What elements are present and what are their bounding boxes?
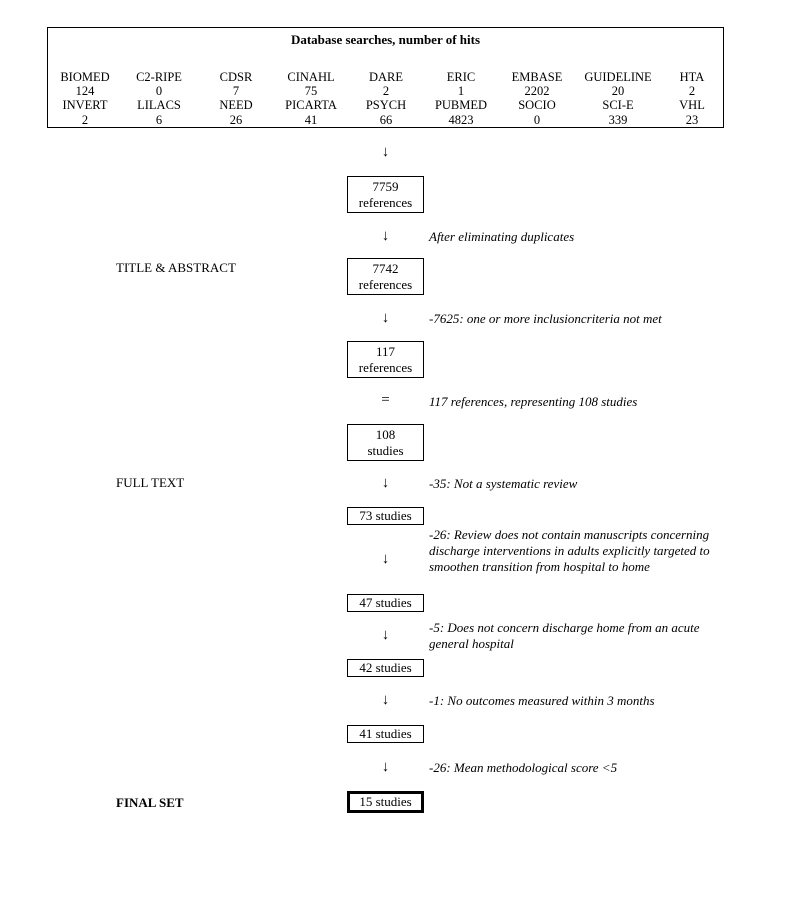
db-count: 7 xyxy=(232,84,240,98)
db-name: PICARTA xyxy=(285,98,337,112)
db-count: 26 xyxy=(229,113,243,127)
db-count: 0 xyxy=(533,113,541,127)
down-arrow-icon: ↓ xyxy=(381,551,390,567)
flow-box-117 xyxy=(347,341,424,378)
box-count: 7759 xyxy=(372,179,399,194)
down-arrow-icon: ↓ xyxy=(381,475,390,491)
db-count: 41 xyxy=(304,113,318,127)
db-count: 75 xyxy=(304,84,318,98)
db-name: C2-RIPE xyxy=(136,70,182,84)
note-references-studies: 117 references, representing 108 studies xyxy=(429,394,638,409)
db-name: BIOMED xyxy=(60,70,110,84)
db-count: 20 xyxy=(611,84,625,98)
db-count: 2202 xyxy=(524,84,550,98)
db-name: NEED xyxy=(219,98,253,112)
note-no-outcomes: -1: No outcomes measured within 3 months xyxy=(429,693,655,708)
note-no-manuscripts: -26: Review does not contain manuscripts concerning discharge interventions in adults explicitly targeted to smoothen transition from hospital to home xyxy=(429,527,710,574)
box-unit: studies xyxy=(367,443,404,458)
db-count: 66 xyxy=(379,113,393,127)
db-name: EMBASE xyxy=(511,70,563,84)
db-name: ERIC xyxy=(446,70,476,84)
flow-box-7759 xyxy=(347,176,424,213)
db-name: DARE xyxy=(368,70,404,84)
db-count: 1 xyxy=(457,84,465,98)
db-count: 23 xyxy=(685,113,699,127)
stage-full-text: FULL TEXT xyxy=(116,475,185,490)
db-name: GUIDELINE xyxy=(584,70,652,84)
down-arrow-icon: ↓ xyxy=(381,310,390,326)
box-unit: references xyxy=(358,360,413,375)
db-count: 124 xyxy=(75,84,95,98)
db-count: 2 xyxy=(81,113,89,127)
flow-box-final-15: 15 studies xyxy=(347,791,424,813)
note-inclusion-criteria: -7625: one or more inclusioncriteria not met xyxy=(429,311,662,326)
equals-sign: = xyxy=(381,392,390,408)
db-count: 0 xyxy=(155,84,163,98)
db-count: 339 xyxy=(608,113,628,127)
box-count: 7742 xyxy=(372,261,399,276)
db-name: CINAHL xyxy=(287,70,335,84)
down-arrow-icon: ↓ xyxy=(381,228,390,244)
note-duplicates: After eliminating duplicates xyxy=(429,229,575,244)
flow-box-42: 42 studies xyxy=(347,659,424,677)
down-arrow-icon: ↓ xyxy=(381,759,390,775)
flow-box-47: 47 studies xyxy=(347,594,424,612)
db-name: CDSR xyxy=(219,70,253,84)
down-arrow-icon: ↓ xyxy=(381,144,390,160)
db-count: 4823 xyxy=(448,113,474,127)
db-count: 6 xyxy=(155,113,163,127)
db-name: SOCIO xyxy=(518,98,556,112)
box-count: 117 xyxy=(375,344,396,359)
flow-box-41: 41 studies xyxy=(347,725,424,743)
box-unit: references xyxy=(358,277,413,292)
flow-box-108 xyxy=(347,424,424,461)
box-unit: references xyxy=(358,195,413,210)
stage-title-abstract: TITLE & ABSTRACT xyxy=(116,260,236,275)
down-arrow-icon: ↓ xyxy=(381,627,390,643)
db-name: PSYCH xyxy=(365,98,407,112)
table-title: Database searches, number of hits xyxy=(290,32,481,47)
box-count: 108 xyxy=(375,427,396,442)
db-name: HTA xyxy=(679,70,705,84)
db-name: LILACS xyxy=(137,98,181,112)
note-not-systematic: -35: Not a systematic review xyxy=(429,476,578,491)
db-name: PUBMED xyxy=(434,98,488,112)
flow-box-7742 xyxy=(347,258,424,295)
db-count: 2 xyxy=(688,84,696,98)
down-arrow-icon: ↓ xyxy=(381,692,390,708)
note-methodological-score: -26: Mean methodological score <5 xyxy=(429,760,618,775)
db-name: SCI-E xyxy=(602,98,634,112)
db-name: INVERT xyxy=(62,98,108,112)
database-search-table xyxy=(47,27,724,128)
flow-box-73: 73 studies xyxy=(347,507,424,525)
stage-final-set: FINAL SET xyxy=(116,795,184,810)
db-name: VHL xyxy=(679,98,705,112)
note-not-acute-hospital: -5: Does not concern discharge home from an acute general hospital xyxy=(429,620,700,651)
db-count: 2 xyxy=(382,84,390,98)
